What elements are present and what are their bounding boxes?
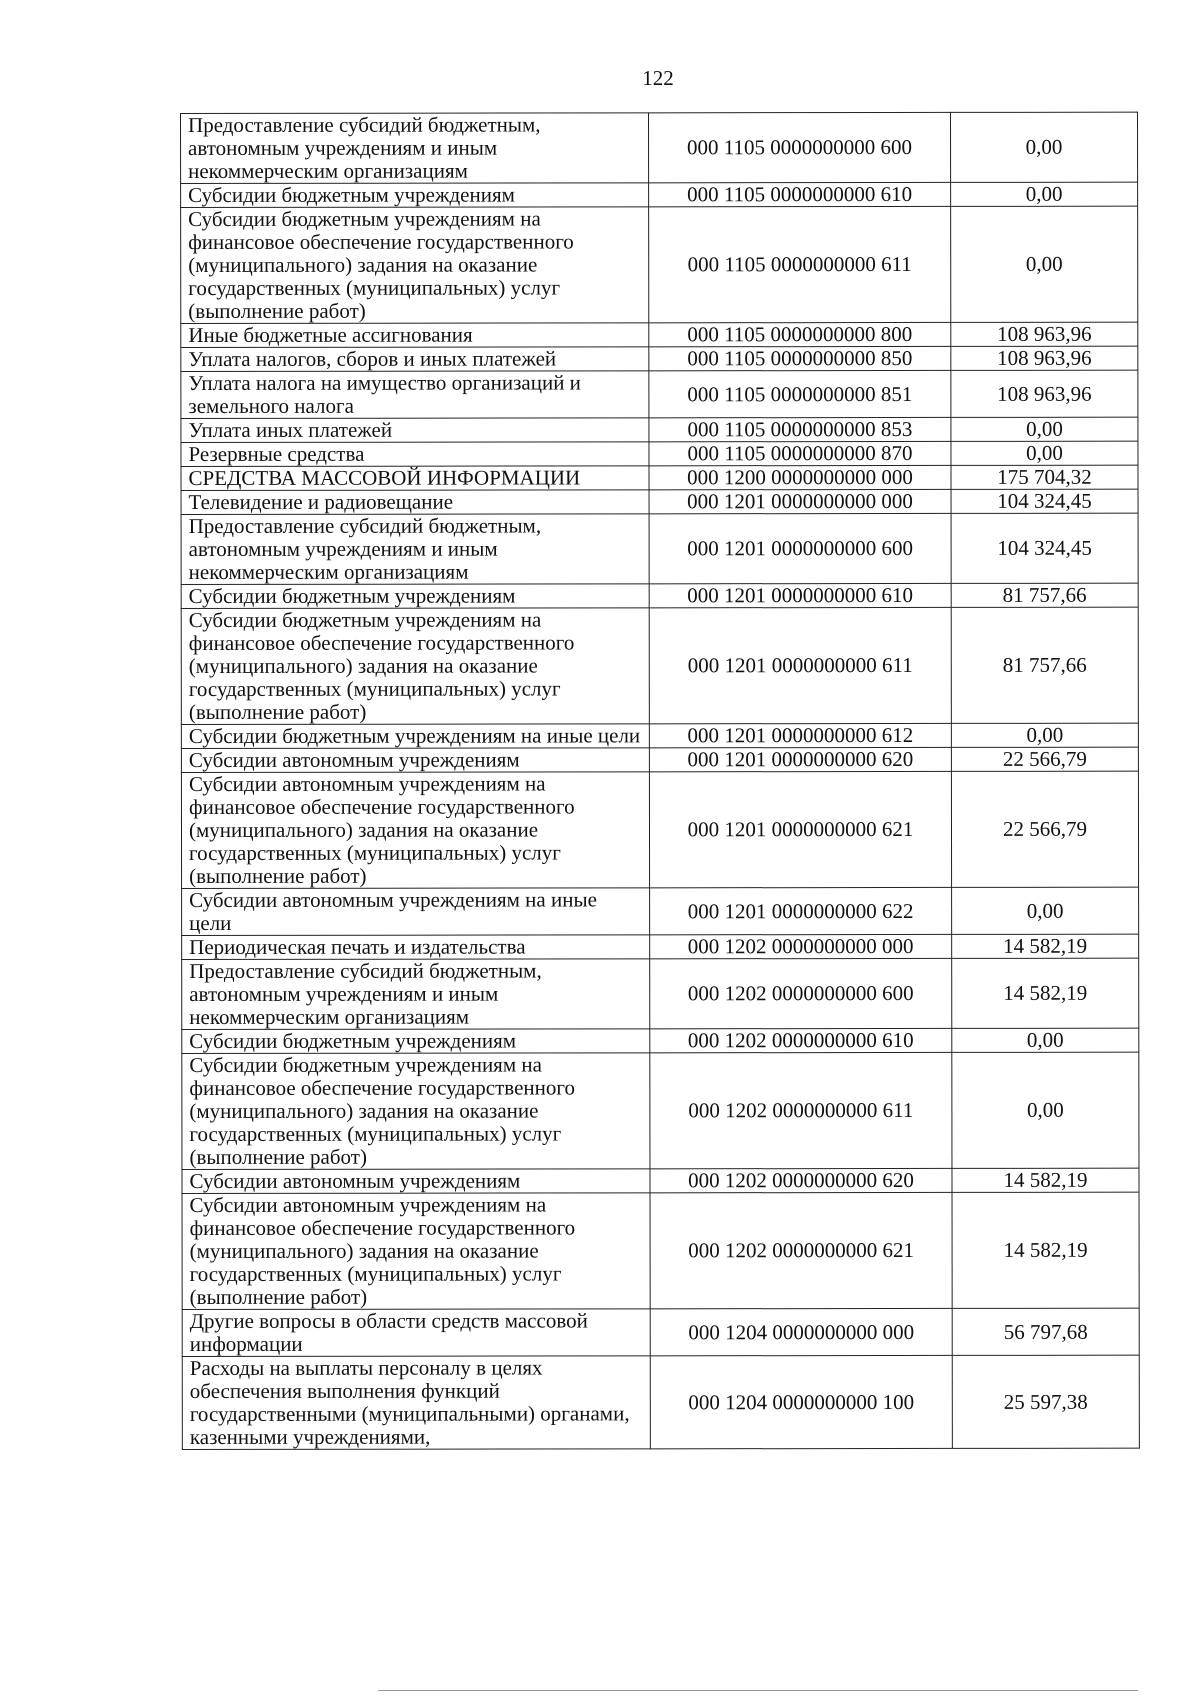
table-row [182, 1052, 1139, 1169]
scan-edge-line [378, 1690, 1138, 1691]
row-code-cell: 000 1105 0000000000 800 [649, 322, 951, 346]
row-name-cell: Субсидии бюджетным учреждениям [182, 1029, 650, 1054]
row-amount-cell: 0,00 [952, 887, 1139, 934]
row-name-cell: Субсидии автономным учреждениям на финансовое обеспечение государственного (муниципального) задания на оказание государственных (муниципальных) услуг (выполнение работ) [181, 772, 649, 889]
row-code-cell: 000 1201 0000000000 611 [649, 607, 951, 723]
row-code-cell: 000 1105 0000000000 851 [649, 370, 951, 417]
row-name-cell: Уплата налогов, сборов и иных платежей [181, 347, 649, 372]
row-name-cell: Субсидии бюджетным учреждениям на иные цели [181, 724, 649, 749]
row-name-cell: Субсидии автономным учреждениям на иные цели [182, 888, 650, 936]
table-row [181, 206, 1138, 323]
row-name-cell: СРЕДСТВА МАССОВОЙ ИНФОРМАЦИИ [181, 466, 649, 491]
row-amount-cell: 104 324,45 [951, 489, 1138, 513]
table-row [181, 370, 1138, 418]
table-row [182, 887, 1139, 935]
row-code-cell: 000 1202 0000000000 620 [650, 1168, 952, 1192]
row-amount-cell: 25 597,38 [952, 1355, 1139, 1448]
row-amount-cell: 81 757,66 [951, 583, 1138, 607]
table-row [181, 441, 1138, 466]
row-name-cell: Субсидии бюджетным учреждениям [181, 183, 649, 208]
row-amount-cell: 0,00 [950, 112, 1137, 182]
row-name-cell: Уплата налога на имущество организаций и земельного налога [181, 371, 649, 419]
row-code-cell: 000 1201 0000000000 620 [649, 747, 951, 771]
row-name-cell: Иные бюджетные ассигнования [181, 323, 649, 348]
row-name-cell: Расходы на выплаты персоналу в целях обеспечения выполнения функций государственными (муниципальными) органами, казенными учреждениями, [182, 1356, 650, 1450]
row-name-cell: Субсидии автономным учреждениям [181, 748, 649, 773]
table-row [182, 1355, 1139, 1449]
row-amount-cell: 0,00 [952, 1028, 1139, 1052]
row-name-cell: Субсидии автономным учреждениям [182, 1169, 650, 1194]
row-amount-cell: 22 566,79 [951, 747, 1138, 771]
table-row [181, 322, 1138, 347]
row-code-cell: 000 1105 0000000000 853 [649, 417, 951, 441]
row-name-cell: Предоставление субсидий бюджетным, автономным учреждениям и иным некоммерческим организациям [181, 113, 649, 184]
table-row [181, 607, 1138, 724]
row-amount-cell: 56 797,68 [952, 1308, 1139, 1355]
row-amount-cell: 0,00 [951, 441, 1138, 465]
row-name-cell: Периодическая печать и издательства [182, 935, 650, 960]
row-name-cell: Субсидии бюджетным учреждениям на финансовое обеспечение государственного (муниципального) задания на оказание государственных (муниципальных) услуг (выполнение работ) [181, 207, 649, 324]
table-row [181, 771, 1138, 888]
table-row [182, 934, 1139, 959]
row-name-cell: Резервные средства [181, 442, 649, 467]
table-row [182, 1028, 1139, 1053]
row-amount-cell: 14 582,19 [952, 958, 1139, 1028]
table-row [181, 513, 1138, 584]
row-code-cell: 000 1105 0000000000 611 [649, 206, 951, 322]
table-row [181, 723, 1138, 748]
row-code-cell: 000 1204 0000000000 100 [650, 1355, 952, 1448]
budget-table-body [181, 112, 1140, 1449]
row-name-cell: Предоставление субсидий бюджетным, автономным учреждениям и иным некоммерческим организациям [182, 959, 650, 1030]
row-amount-cell: 108 963,96 [951, 322, 1138, 346]
row-amount-cell: 22 566,79 [951, 771, 1138, 887]
table-row [182, 1308, 1139, 1356]
row-code-cell: 000 1105 0000000000 610 [649, 182, 951, 206]
row-amount-cell: 14 582,19 [952, 1168, 1139, 1192]
row-amount-cell: 175 704,32 [951, 465, 1138, 489]
row-amount-cell: 0,00 [951, 182, 1138, 206]
row-name-cell: Субсидии бюджетным учреждениям [181, 584, 649, 609]
row-amount-cell: 0,00 [952, 1052, 1139, 1168]
row-code-cell: 000 1201 0000000000 622 [650, 887, 952, 934]
table-row [181, 346, 1138, 371]
table-row [181, 583, 1138, 608]
row-amount-cell: 104 324,45 [951, 513, 1138, 583]
row-code-cell: 000 1105 0000000000 850 [649, 346, 951, 370]
row-code-cell: 000 1202 0000000000 611 [650, 1052, 952, 1168]
row-code-cell: 000 1202 0000000000 610 [650, 1028, 952, 1052]
row-name-cell: Телевидение и радиовещание [181, 490, 649, 515]
budget-table [180, 112, 1140, 1450]
row-code-cell: 000 1105 0000000000 870 [649, 441, 951, 465]
row-code-cell: 000 1201 0000000000 600 [649, 513, 951, 583]
row-amount-cell: 108 963,96 [951, 346, 1138, 370]
row-amount-cell: 81 757,66 [951, 607, 1138, 723]
row-code-cell: 000 1201 0000000000 621 [649, 771, 951, 887]
row-amount-cell: 14 582,19 [952, 1192, 1139, 1308]
row-code-cell: 000 1201 0000000000 000 [649, 489, 951, 513]
row-code-cell: 000 1202 0000000000 621 [650, 1192, 952, 1308]
table-row [181, 489, 1138, 514]
table-row [182, 1168, 1139, 1193]
row-name-cell: Субсидии бюджетным учреждениям на финансовое обеспечение государственного (муниципального) задания на оказание государственных (муниципальных) услуг (выполнение работ) [182, 1053, 650, 1170]
row-amount-cell: 0,00 [951, 417, 1138, 441]
row-name-cell: Субсидии бюджетным учреждениям на финансовое обеспечение государственного (муниципального) задания на оказание государственных (муниципальных) услуг (выполнение работ) [181, 608, 649, 725]
table-row [181, 747, 1138, 772]
table-row [181, 465, 1138, 490]
table-row [181, 182, 1138, 207]
row-name-cell: Субсидии автономным учреждениям на финансовое обеспечение государственного (муниципального) задания на оказание государственных (муниципальных) услуг (выполнение работ) [182, 1193, 650, 1310]
row-code-cell: 000 1201 0000000000 610 [649, 583, 951, 607]
row-name-cell: Предоставление субсидий бюджетным, автономным учреждениям и иным некоммерческим организациям [181, 514, 649, 585]
row-name-cell: Другие вопросы в области средств массовой информации [182, 1309, 650, 1357]
row-code-cell: 000 1202 0000000000 600 [650, 958, 952, 1028]
row-amount-cell: 108 963,96 [951, 370, 1138, 417]
row-name-cell: Уплата иных платежей [181, 418, 649, 443]
table-row [182, 1192, 1139, 1309]
row-code-cell: 000 1204 0000000000 000 [650, 1308, 952, 1355]
row-code-cell: 000 1201 0000000000 612 [649, 723, 951, 747]
table-row [182, 958, 1139, 1029]
page-number: 122 [642, 66, 674, 90]
budget-table-wrapper [180, 112, 1140, 1450]
table-row [181, 112, 1138, 183]
row-amount-cell: 0,00 [951, 723, 1138, 747]
row-amount-cell: 0,00 [951, 206, 1138, 322]
row-code-cell: 000 1105 0000000000 600 [649, 112, 951, 182]
row-code-cell: 000 1202 0000000000 000 [650, 934, 952, 958]
row-amount-cell: 14 582,19 [952, 934, 1139, 958]
row-code-cell: 000 1200 0000000000 000 [649, 465, 951, 489]
table-row [181, 417, 1138, 442]
